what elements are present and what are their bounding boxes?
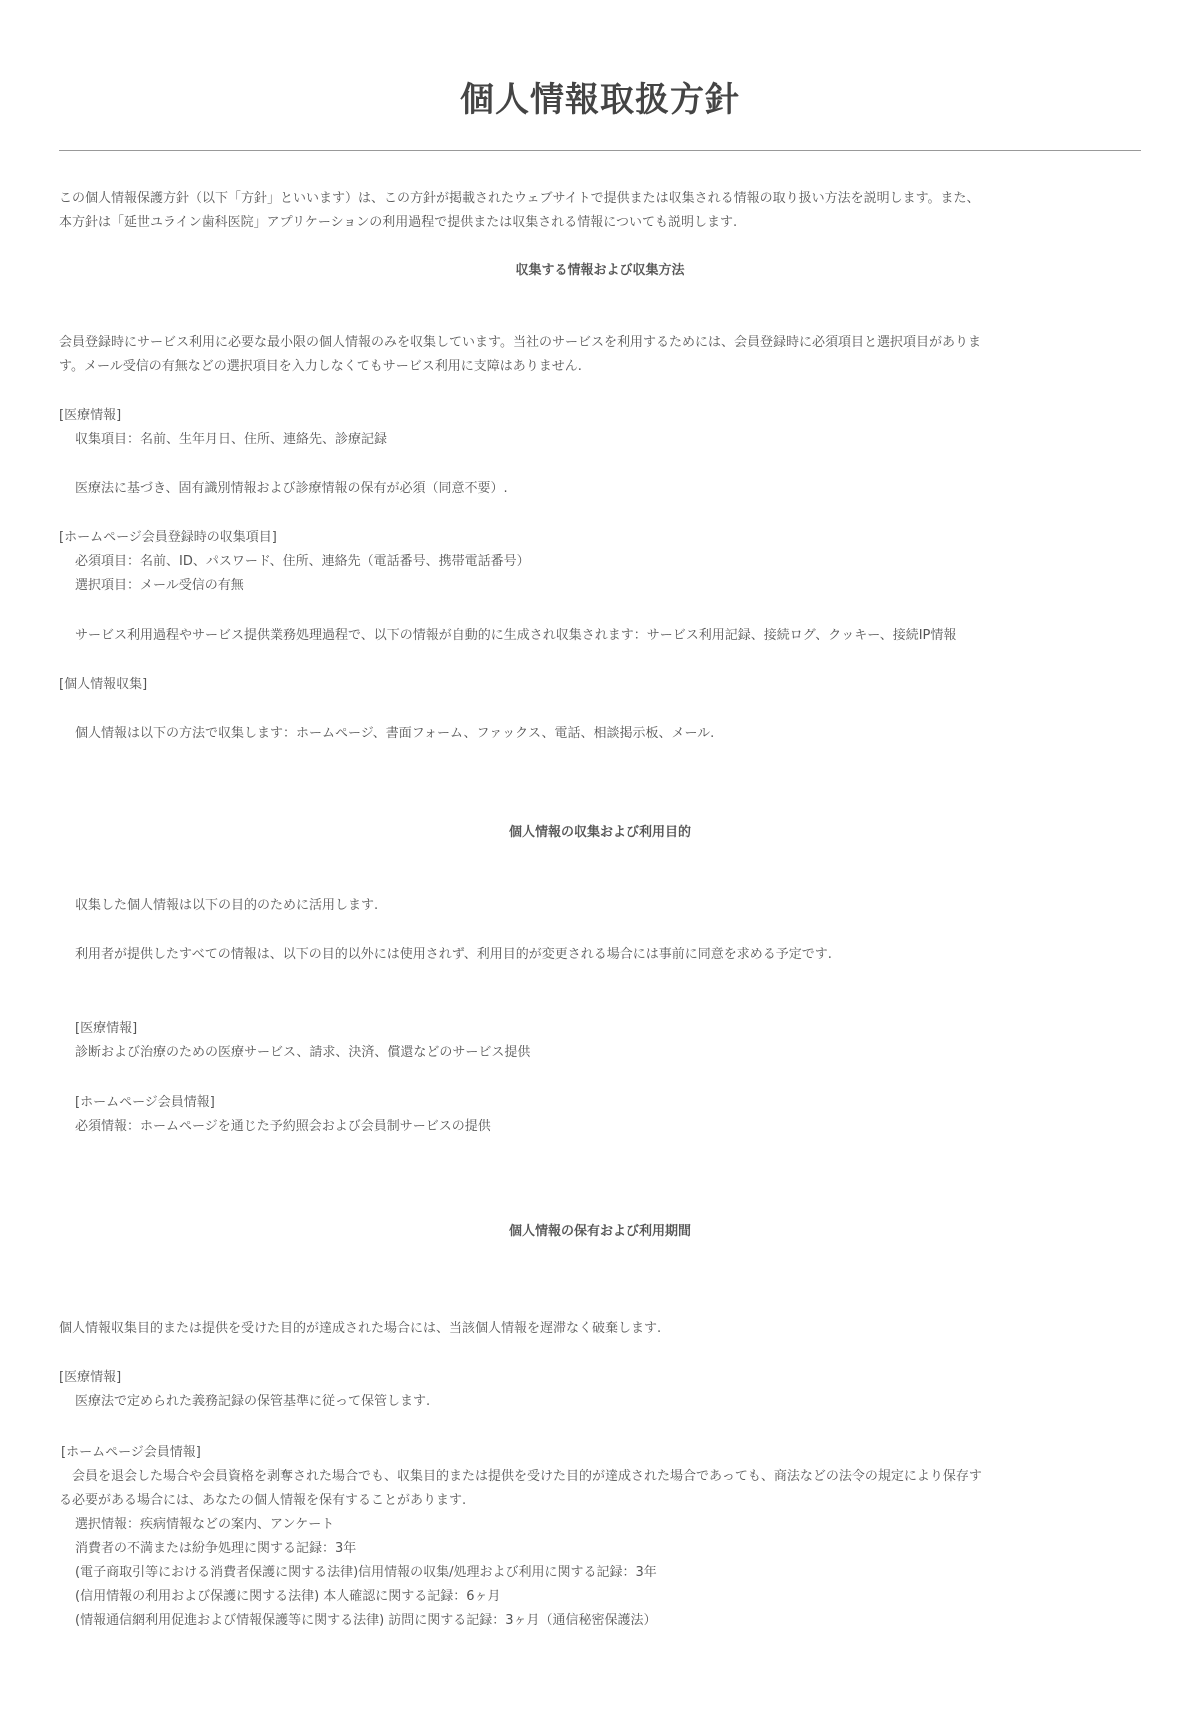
medical-info-label: [医療情報]: [59, 408, 122, 423]
retention-item: (信用情報の利用および保護に関する法律) 本人確認に関する記録：6ヶ月: [75, 1589, 501, 1604]
section-heading-retention: 個人情報の保有および利用期間: [508, 1224, 691, 1239]
section-heading-purpose: 個人情報の収集および利用目的: [508, 825, 691, 840]
section1-intro-line-1: 会員登録時にサービス利用に必要な最小限の個人情報のみを収集しています。当社のサービスを利用するためには、会員登録時に必須項目と選択項目がありま: [59, 335, 981, 350]
intro-line-2: 本方針は「延世ユライン歯科医院」アプリケーションの利用過程で提供または収集される情報についても説明します.: [59, 215, 738, 230]
section-heading-collection: 収集する情報および収集方法: [515, 263, 685, 278]
homepage-registration-label: [ホームページ会員登録時の収集項目]: [59, 530, 277, 545]
section1-intro: [59, 331, 1141, 379]
section3-homepage: [59, 1441, 1141, 1633]
retention-item: 選択情報：疾病情報などの案内、アンケート: [75, 1517, 335, 1532]
purpose-homepage-label: [ホームページ会員情報]: [75, 1095, 215, 1110]
collection-methods: 個人情報は以下の方法で収集します：ホームページ、書面フォーム、ファックス、電話、相談掲示板、メール.: [75, 726, 715, 741]
purpose-medical-label: [医療情報]: [75, 1021, 138, 1036]
section2-homepage: [59, 1091, 1141, 1139]
auto-collected-info: サービス利用過程やサービス提供業務処理過程で、以下の情報が自動的に生成され収集されます：サービス利用記録、接続ログ、クッキー、接続IP情報: [75, 628, 957, 643]
purpose-homepage-text: 必須情報：ホームページを通じた予約照会および会員制サービスの提供: [75, 1119, 491, 1134]
title-divider: [59, 150, 1141, 151]
section1-medical: [59, 404, 1141, 452]
intro-line-1: この個人情報保護方針（以下「方針」といいます）は、この方針が掲載されたウェブサイトで提供または収集される情報の取り扱い方法を説明します。また、: [59, 191, 980, 206]
retention-item: (電子商取引等における消費者保護に関する法律)信用情報の収集/処理および利用に関する記録：3年: [75, 1565, 657, 1580]
section1-homepage: [59, 526, 1141, 598]
retention-intro: 個人情報収集目的または提供を受けた目的が達成された場合には、当該個人情報を遅滞なく破棄します.: [59, 1321, 662, 1336]
section2-consent-block: [59, 943, 1141, 967]
purpose-text: 収集した個人情報は以下の目的のために活用します.: [75, 898, 379, 913]
retention-item: (情報通信網利用促進および情報保護等に関する法律) 訪問に関する記録：3ヶ月（通信秘密保護法）: [75, 1613, 657, 1628]
retention-medical-label: [医療情報]: [59, 1370, 122, 1385]
section2-purpose-block: [59, 894, 1141, 918]
section1-collection-methods-block: [59, 722, 1141, 746]
retention-homepage-line-1: 会員を退会した場合や会員資格を剥奪された場合でも、収集目的または提供を受けた目的が達成された場合であっても、商法などの法令の規定により保存す: [59, 1469, 982, 1484]
homepage-optional-items: 選択項目：メール受信の有無: [75, 578, 244, 593]
collection-label: [個人情報収集]: [59, 677, 148, 692]
medical-collected-items: 収集項目：名前、生年月日、住所、連絡先、診療記録: [75, 432, 388, 447]
section1-collection-block: [59, 673, 1141, 697]
homepage-required-items: 必須項目：名前、ID、パスワード、住所、連絡先（電話番号、携帯電話番号）: [75, 554, 530, 569]
intro-paragraph: [59, 187, 1141, 235]
section3-medical: [59, 1366, 1141, 1414]
consent-text: 利用者が提供したすべての情報は、以下の目的以外には使用されず、利用目的が変更される場合には事前に同意を求める予定です.: [75, 947, 832, 962]
medical-law-note: 医療法に基づき、固有識別情報および診療情報の保有が必須（同意不要）.: [75, 481, 508, 496]
retention-homepage-line-2: る必要がある場合には、あなたの個人情報を保有することがあります.: [59, 1493, 467, 1508]
section1-intro-line-2: す。メール受信の有無などの選択項目を入力しなくてもサービス利用に支障はありません.: [59, 359, 582, 374]
section1-medical-note-block: [59, 477, 1141, 501]
section2-medical: [59, 1017, 1141, 1065]
purpose-medical-text: 診断および治療のための医療サービス、請求、決済、償還などのサービス提供: [75, 1045, 531, 1060]
retention-item: 消費者の不満または紛争処理に関する記録：3年: [75, 1541, 357, 1556]
retention-homepage-label: [ホームページ会員情報]: [61, 1445, 201, 1460]
section1-auto-block: [59, 624, 1141, 648]
retention-medical-text: 医療法で定められた義務記録の保管基準に従って保管します.: [75, 1394, 431, 1409]
page-title: 個人情報取扱方針: [460, 80, 740, 120]
section3-intro-block: [59, 1317, 1141, 1341]
